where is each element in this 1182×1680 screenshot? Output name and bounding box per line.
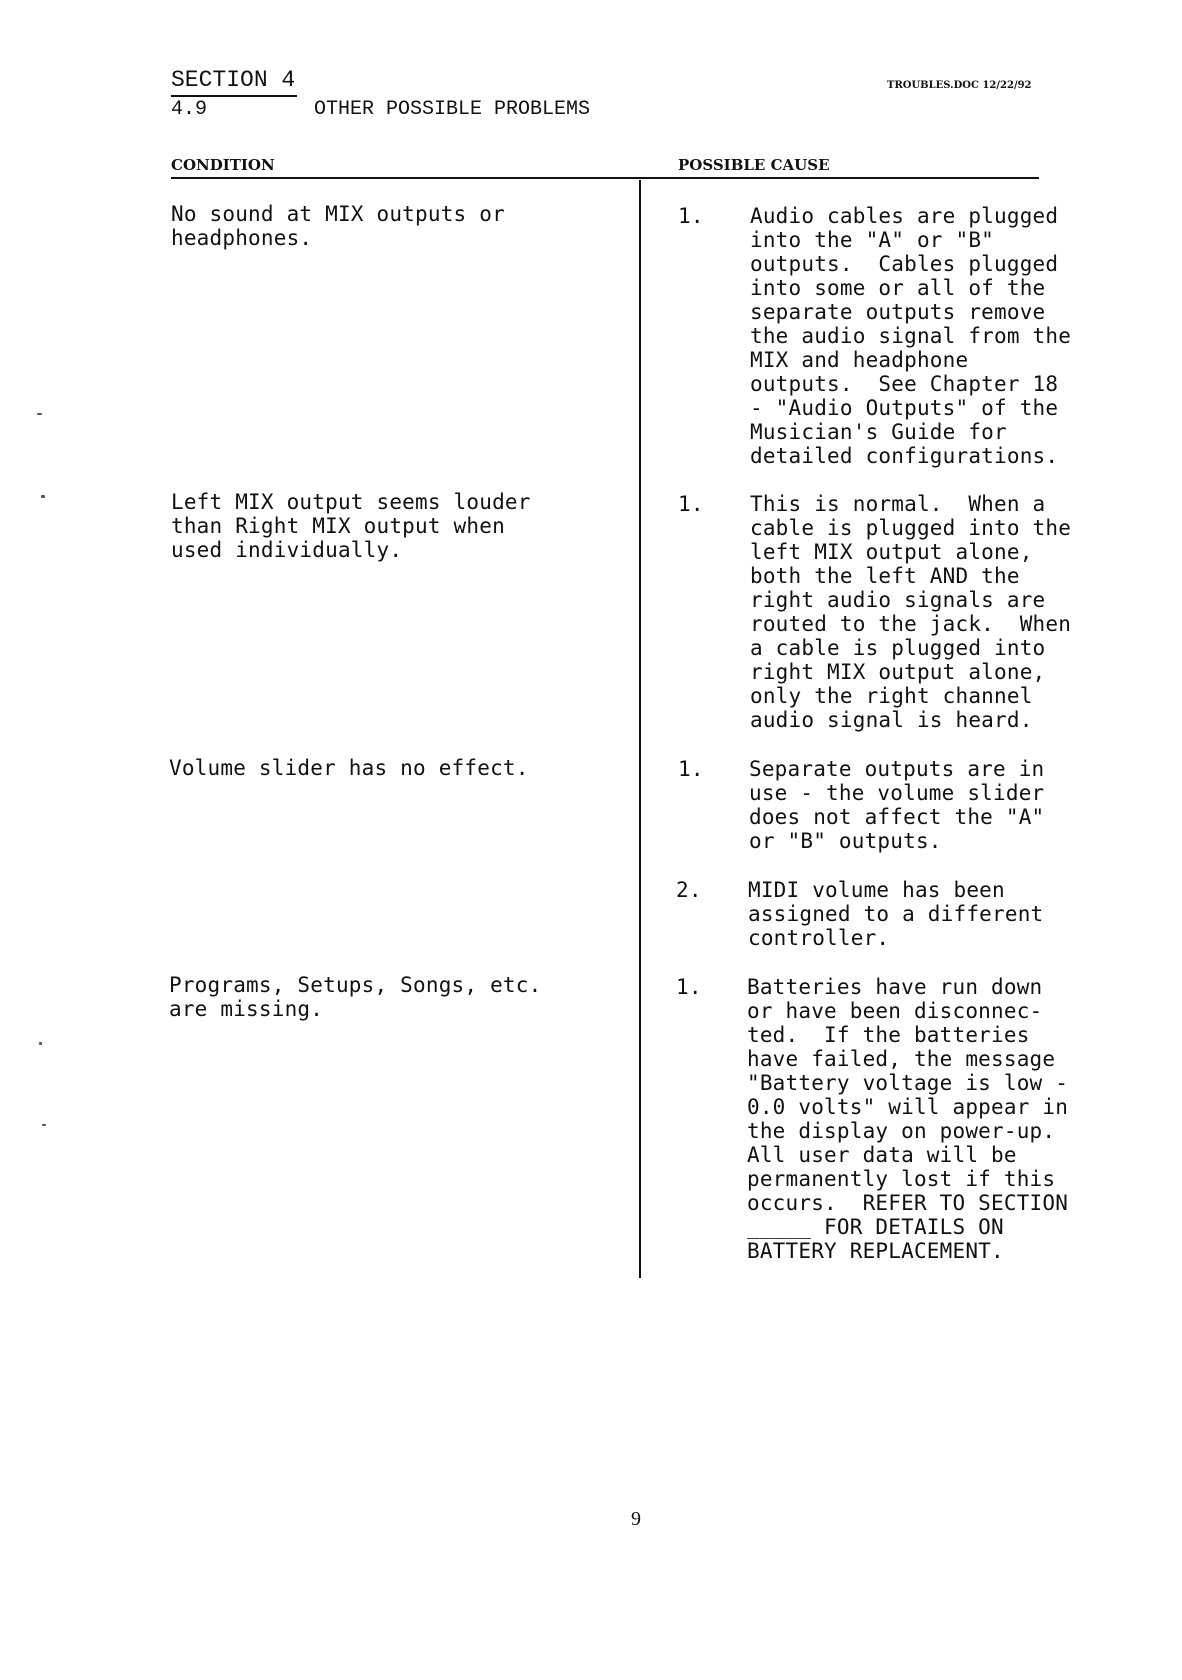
cause-text: MIDI volume has been assigned to a different controller. bbox=[748, 878, 1044, 950]
column-divider bbox=[639, 180, 641, 1278]
header-rule bbox=[171, 177, 1039, 179]
condition-text: Volume slider has no effect. bbox=[169, 756, 529, 780]
condition-text: Left MIX output seems louder than Right MIX output when used individually. bbox=[171, 490, 531, 562]
condition-text: No sound at MIX outputs or headphones. bbox=[171, 202, 505, 250]
subsection-number: 4.9 bbox=[171, 98, 208, 121]
condition-column-header: CONDITION bbox=[171, 156, 275, 174]
scan-speck bbox=[37, 413, 42, 415]
cause-number: 1. bbox=[678, 492, 704, 516]
cause-text: Separate outputs are in use - the volume slider does not affect the "A" or "B" outputs. bbox=[749, 757, 1045, 853]
cause-number: 1. bbox=[678, 757, 704, 781]
cause-text: Batteries have run down or have been disconnec- ted. If the batteries have failed, the message "Battery voltage is low - 0.0 volts" will appear in the display on power-up. All user data will be permanently lost if this occurs. REFER TO SECTION _____ FOR DETAILS ON BATTERY REPLACEMENT. bbox=[747, 975, 1069, 1263]
condition-text: Programs, Setups, Songs, etc. are missing. bbox=[169, 973, 542, 1021]
subsection-title: OTHER POSSIBLE PROBLEMS bbox=[314, 98, 591, 121]
cause-text: This is normal. When a cable is plugged into the left MIX output alone, both the left AND the right audio signals are routed to the jack. When a cable is plugged into right MIX output alone, only the right channel audio signal is heard. bbox=[750, 492, 1072, 732]
scan-speck bbox=[41, 495, 45, 498]
cause-number: 1. bbox=[678, 204, 704, 228]
document-reference: TROUBLES.DOC 12/22/92 bbox=[887, 80, 1032, 91]
cause-text: Audio cables are plugged into the "A" or "B" outputs. Cables plugged into some or all of the separate outputs remove the audio signal from the MIX and headphone outputs. See Chapter 18 - "Audio Outputs" of the Musician's Guide for detailed configurations. bbox=[750, 204, 1072, 468]
cause-number: 1. bbox=[676, 975, 702, 999]
section-title: SECTION 4 bbox=[171, 66, 297, 97]
page-number: 9 bbox=[631, 1508, 641, 1530]
cause-number: 2. bbox=[676, 878, 702, 902]
cause-column-header: POSSIBLE CAUSE bbox=[678, 156, 830, 174]
scan-speck bbox=[39, 1042, 42, 1045]
scan-speck bbox=[42, 1124, 46, 1126]
